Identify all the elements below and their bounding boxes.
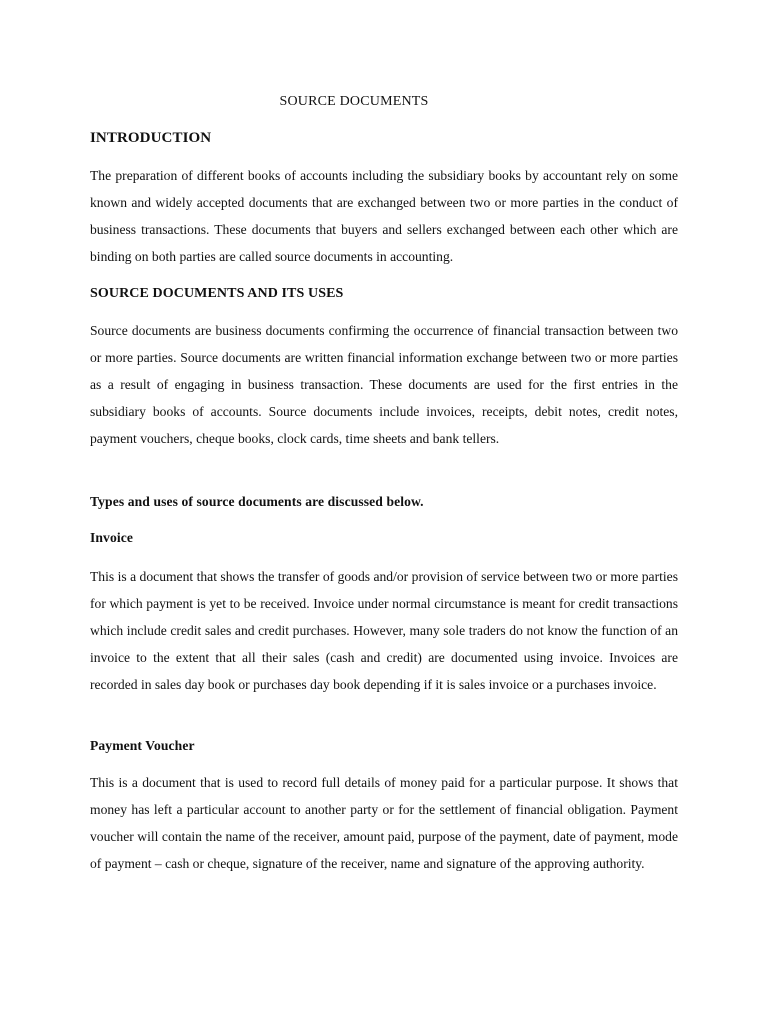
heading-introduction: INTRODUCTION bbox=[90, 130, 212, 146]
paragraph-source-documents-uses: Source documents are business documents confirming the occurrence of financial transaction between two or more parties. Source documents are written financial information exchange between two or more parties as a result of engaging in business transaction. These documents are used for the first entries in the subsidiary books of accounts. Source documents include invoices, receipts, debit notes, credit notes, payment vouchers, cheque books, clock cards, time sheets and bank tellers. bbox=[90, 323, 678, 446]
document-title: SOURCE DOCUMENTS bbox=[279, 94, 429, 109]
document-page bbox=[90, 0, 678, 1024]
paragraph-introduction: The preparation of different books of accounts including the subsidiary books by accountant rely on some known and widely accepted documents that are exchanged between two or more parties in the conduct of business transactions. These documents that buyers and sellers exchanged between each other which are binding on both parties are called source documents in accounting. bbox=[90, 168, 678, 264]
heading-source-documents-uses: SOURCE DOCUMENTS AND ITS USES bbox=[90, 286, 344, 301]
heading-payment-voucher: Payment Voucher bbox=[90, 738, 195, 753]
heading-types-and-uses: Types and uses of source documents are discussed below. bbox=[90, 494, 424, 509]
heading-invoice: Invoice bbox=[90, 530, 133, 545]
paragraph-invoice: This is a document that shows the transfer of goods and/or provision of service between two or more parties for which payment is yet to be received. Invoice under normal circumstance is meant for credit transactions which include credit sales and credit purchases. However, many sole traders do not know the function of an invoice to the extent that all their sales (cash and credit) are documented using invoice. Invoices are recorded in sales day book or purchases day book depending if it is sales invoice or a purchases invoice. bbox=[90, 569, 678, 692]
paragraph-payment-voucher: This is a document that is used to record full details of money paid for a particular purpose. It shows that money has left a particular account to another party or for the settlement of financial obligation. Payment voucher will contain the name of the receiver, amount paid, purpose of the payment, date of payment, mode of payment – cash or cheque, signature of the receiver, name and signature of the approving authority. bbox=[90, 775, 678, 871]
